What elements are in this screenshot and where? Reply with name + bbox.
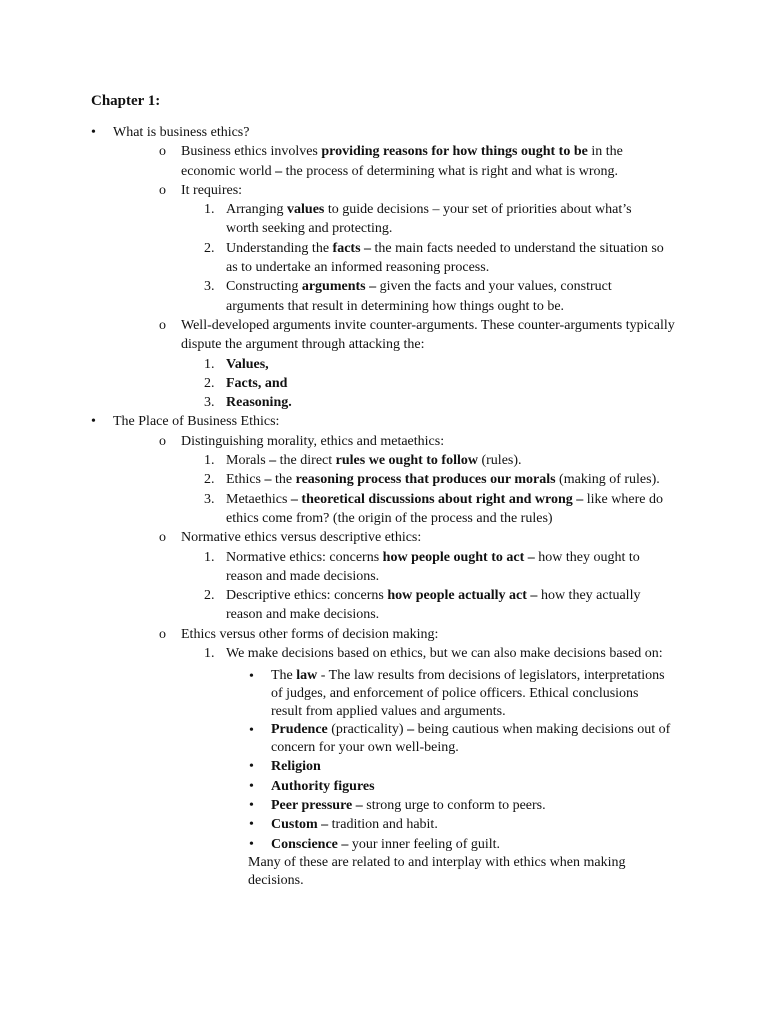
list-item-text: Normative ethics versus descriptive ethics:: [181, 530, 422, 546]
list-item-text: Understanding the facts – the main facts needed to understand the situation so as to undertake an informed reasoning process.: [226, 240, 664, 276]
bullet-marker: •: [249, 759, 254, 775]
bullet-marker: •: [91, 125, 96, 140]
list-item-text: Business ethics involves providing reasons for how things ought to be in the economic world – the process of determining what is right and what is wrong.: [181, 144, 623, 179]
number-marker: 1.: [204, 202, 215, 218]
sub-bullet-item: [249, 757, 671, 776]
number-marker: 1.: [204, 453, 215, 469]
number-marker: 1.: [204, 356, 215, 372]
list-item: [159, 528, 671, 547]
numbered-item: [204, 200, 666, 239]
number-marker: 2.: [204, 240, 215, 256]
bullet-marker: •: [249, 778, 254, 794]
number-marker: 1.: [204, 646, 215, 662]
list-item-text: Religion: [271, 759, 321, 775]
list-item-text: Arranging values to guide decisions – your set of priorities about what’s worth seeking and protecting.: [226, 202, 632, 237]
number-marker: 1.: [204, 549, 215, 565]
section-heading: The Place of Business Ethics:: [113, 414, 280, 430]
circle-marker: o: [159, 182, 166, 198]
list-item-text: It requires:: [181, 182, 243, 198]
list-item: [91, 412, 683, 431]
numbered-item: [204, 644, 678, 663]
list-item-text: Morals – the direct rules we ought to follow (rules).: [226, 453, 522, 469]
bullet-marker: •: [249, 723, 254, 739]
numbered-item: [204, 239, 666, 278]
list-item-text: Custom – tradition and habit.: [271, 817, 438, 833]
list-item: [159, 316, 676, 355]
list-item-text: Normative ethics: concerns how people ought to act – how they ought to reason and made decisions.: [226, 549, 640, 584]
bullet-marker: •: [249, 669, 254, 685]
number-marker: 2.: [204, 588, 215, 604]
list-item-text: Distinguishing morality, ethics and metaethics:: [181, 433, 445, 449]
closing-paragraph: Many of these are related to and interplay with ethics when making decisions.: [248, 854, 626, 888]
sub-bullet-item: [249, 721, 671, 757]
list-item-text: The law - The law results from decisions of legislators, interpretations of judges, and enforcement of police officers. Ethical conclusions result from applied values and arguments.: [271, 668, 665, 720]
list-item-text: We make decisions based on ethics, but we can also make decisions based on:: [226, 646, 663, 662]
sub-bullet-item: [249, 835, 671, 854]
list-item-text: Authority figures: [271, 778, 375, 794]
list-item-text: Ethics versus other forms of decision making:: [181, 626, 439, 642]
sub-bullet-item: [249, 777, 671, 796]
numbered-item: [204, 277, 666, 316]
list-item-text: Descriptive ethics: concerns how people actually act – how they actually reason and make decisions.: [226, 588, 641, 623]
circle-marker: o: [159, 317, 166, 333]
circle-marker: o: [159, 626, 166, 642]
circle-marker: o: [159, 530, 166, 546]
circle-marker: o: [159, 144, 166, 160]
list-item-text: Ethics – the reasoning process that produces our morals (making of rules).: [226, 472, 660, 488]
list-item-text: Conscience – your inner feeling of guilt.: [271, 836, 501, 852]
numbered-item: [204, 393, 666, 412]
list-item-text: Reasoning.: [226, 395, 292, 411]
list-item-text: Prudence (practicality) – being cautious when making decisions out of concern for your own well-being.: [271, 722, 671, 756]
list-item: [159, 142, 671, 181]
list-item-text: Constructing arguments – given the facts and your values, construct arguments that result in determining how things ought to be.: [226, 279, 612, 314]
numbered-item: [204, 586, 674, 625]
list-item: [91, 123, 683, 142]
number-marker: 3.: [204, 279, 215, 295]
sub-bullet-item: [249, 667, 671, 721]
list-item-text: Well-developed arguments invite counter-arguments. These counter-arguments typically dispute the argument through attacking the:: [181, 317, 675, 353]
circle-marker: o: [159, 433, 166, 449]
list-item: [159, 432, 671, 451]
number-marker: 2.: [204, 472, 215, 488]
number-marker: 2.: [204, 375, 215, 391]
list-item-text: Facts, and: [226, 375, 288, 391]
list-item-text: Values,: [226, 356, 269, 372]
section-heading: What is business ethics?: [113, 125, 250, 140]
bullet-marker: •: [249, 836, 254, 852]
number-marker: 3.: [204, 491, 215, 507]
numbered-item: [204, 470, 666, 489]
numbered-item: [204, 548, 674, 587]
bullet-marker: •: [249, 797, 254, 813]
sub-bullet-item: [249, 815, 671, 834]
list-item-text: Metaethics – theoretical discussions about right and wrong – like where do ethics come from? (the origin of the process and the rules): [226, 491, 663, 526]
numbered-item: [204, 451, 666, 470]
list-item: [159, 625, 671, 644]
list-item: [159, 181, 671, 200]
numbered-item: [204, 374, 666, 393]
list-item-text: Peer pressure – strong urge to conform to peers.: [271, 797, 546, 813]
chapter-title: Chapter 1:: [91, 93, 161, 109]
sub-bullet-item: [249, 796, 671, 815]
numbered-item: [204, 355, 666, 374]
bullet-marker: •: [91, 414, 96, 430]
document-body: [0, 123, 768, 890]
bullet-marker: •: [249, 817, 254, 833]
number-marker: 3.: [204, 395, 215, 411]
numbered-item: [204, 490, 681, 529]
